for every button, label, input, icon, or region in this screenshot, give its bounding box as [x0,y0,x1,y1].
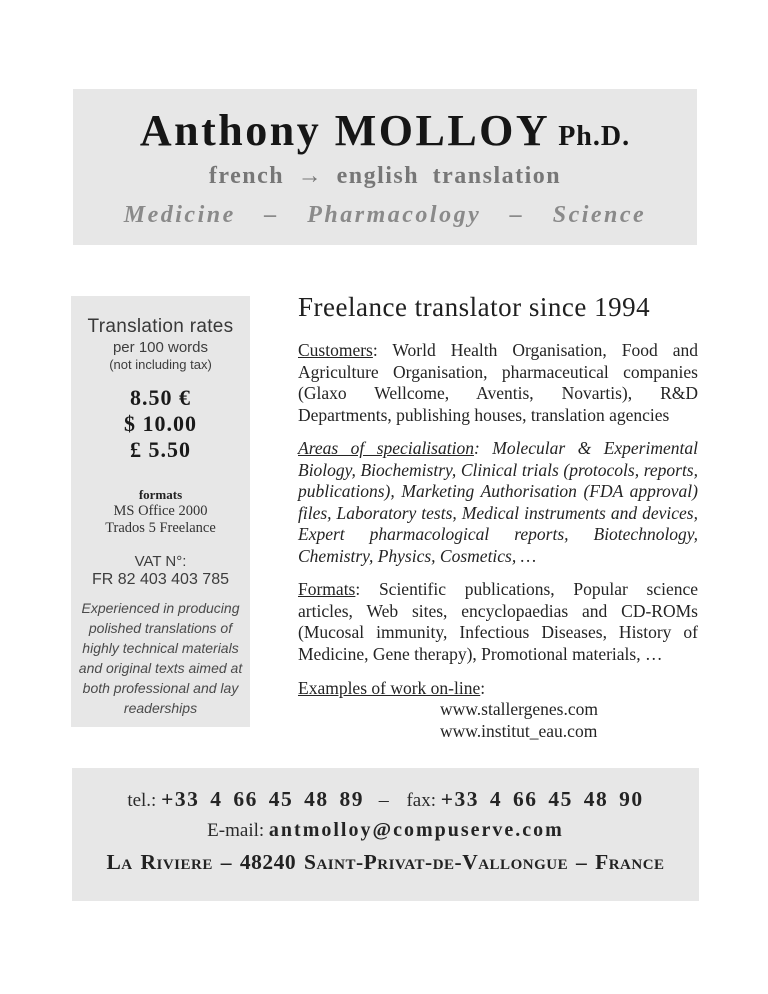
tel-number: +33 4 66 45 48 89 [161,787,364,811]
url-institut-eau: www.institut_eau.com [440,720,598,741]
customers-paragraph [298,340,698,426]
url-stallergenes: www.stallergenes.com [440,699,598,719]
examples-label: Examples of work on-line [298,678,481,698]
rates-panel [71,296,250,727]
fax-label: fax: [406,790,437,811]
vat-number: FR 82 403 403 785 [92,571,229,589]
rates-unit: per 100 words [112,339,209,356]
formats-text: : Scientific publications, Popular science articles, Web sites, encyclopaedias and CD-ROMs (Mucosal immunity, Infectious Diseases, History of Medicine, Gene therapy), Promotional materials, … [298,579,698,664]
price-list [71,385,250,463]
footer-banner [72,768,699,901]
fax-number: +33 4 66 45 48 90 [440,787,644,811]
page-title [73,107,697,155]
examples-colon: : [480,678,486,698]
main-content [298,292,698,742]
experience-blurb: Experienced in producing polished translations of highly technical materials and original texts aimed at both professional and lay readerships [78,600,243,717]
customers-label: Customers [298,340,373,360]
email-label: E-mail: [207,820,265,841]
translator-name: Anthony MOLLOY [139,106,551,155]
vat-label: VAT N°: [134,553,187,571]
specialisation-paragraph [298,438,698,567]
format-trados: Trados 5 Freelance [105,519,216,536]
formats-section-label: Formats [298,579,356,599]
customers-text: : World Health Organisation, Food and Agriculture Organisation, pharmaceutical companies (Glaxo Wellcome, Aventis, Novartis), R&D Departments, publishing houses, translation agencies [298,340,698,425]
rates-title: Translation rates [87,316,234,337]
formats-label: formats [138,486,183,502]
tel-fax-separator: – [378,789,389,811]
degree-suffix: Ph.D. [558,121,631,152]
rate-gbp: £ 5.50 [130,436,191,462]
rate-usd: $ 10.00 [124,410,197,436]
rates-tax-note: (not including tax) [109,357,212,372]
postal-address: La Riviere – 48240 Saint-Privat-de-Vallongue – France [106,850,665,874]
examples-heading [298,678,698,699]
email-address: antmolloy@compuserve.com [268,819,564,841]
tel-label: tel.: [127,790,157,811]
rate-eur: 8.50 € [130,385,191,410]
formats-paragraph [298,579,698,665]
specialisation-label: Areas of specialisation [298,438,474,458]
specialties-line: Medicine – Pharmacology – Science [123,202,647,229]
format-ms-office: MS Office 2000 [113,502,208,519]
language-pair-subtitle: french → english translation [208,163,562,190]
phone-line [72,787,699,812]
main-heading: Freelance translator since 1994 [298,292,651,322]
email-line [72,819,699,842]
header-banner [73,89,697,245]
specialisation-text: : Molecular & Experimental Biology, Biochemistry, Clinical trials (protocols, reports, publications), Marketing Authorisation (FDA approval) files, Laboratory tests, Medical instruments and devices, Expert pharmacological reports, Biotechnology, Chemistry, Physics, Cosmetics, … [298,438,698,566]
